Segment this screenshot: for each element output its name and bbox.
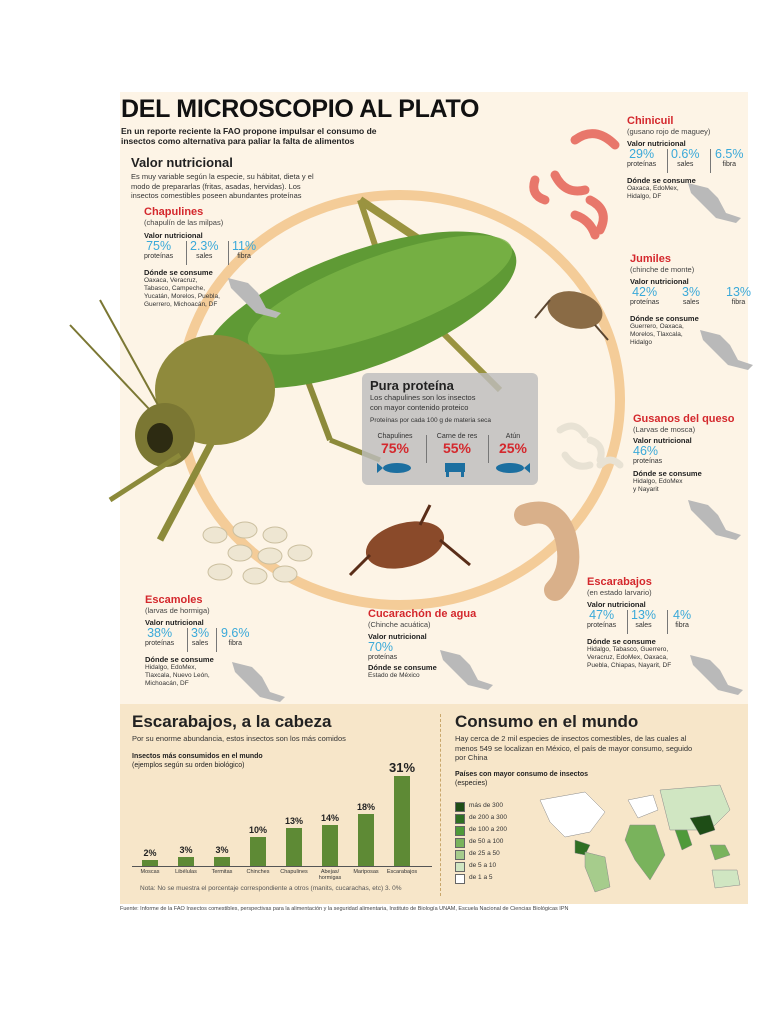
chinicuil-name: Chinicuil (627, 115, 674, 127)
pura-proteina-content (370, 378, 535, 425)
legend-label-1: de 200 a 300 (469, 814, 507, 821)
chapulines-valor-label: Valor nutricional (144, 231, 203, 240)
legend-swatch-6 (455, 874, 465, 884)
bar-4 (286, 828, 302, 866)
chinicuil-where-1: Oaxaca, EdoMex, (627, 185, 679, 192)
legend-swatch-4 (455, 850, 465, 860)
jumiles-donde-label: Dónde se consume (630, 314, 699, 323)
chapulines-fibra-label: fibra (237, 253, 251, 260)
page-subtitle (121, 126, 377, 146)
gusanos-stats (633, 445, 753, 465)
vn-line-3: insectos comestibles poseen abundantes proteínas (131, 191, 302, 200)
chinicuil-proteinas-value: 29% (629, 147, 655, 161)
cucarachon-proteinas-label: proteínas (368, 654, 398, 661)
chapulines-block (144, 206, 304, 309)
bar-category-label-1: Libélulas (175, 869, 197, 875)
chinicuil-valor-label: Valor nutricional (627, 139, 686, 148)
escamoles-sales-label: sales (191, 640, 209, 647)
jumiles-fibra-value: 13% (726, 285, 752, 299)
gusanos-block (633, 413, 753, 494)
chapulines-where-4: Guerrero, Michoacán, DF (144, 301, 218, 308)
cucarachon-valor-label: Valor nutricional (368, 632, 427, 641)
bar-chart (132, 760, 432, 880)
chinicuil-fibra-value: 6.5% (715, 147, 744, 161)
chapulines-stats (144, 240, 304, 266)
escamoles-block (145, 594, 295, 688)
legend-label-2: de 100 a 200 (469, 826, 507, 833)
bar-value-label-4: 13% (284, 816, 303, 827)
page-title: DEL MICROSCOPIO AL PLATO (121, 95, 480, 123)
escarabajos-valor-label: Valor nutricional (587, 600, 646, 609)
pp-chapulines-value: 75% (380, 440, 410, 456)
bar-category-label-2: Termitas (211, 869, 233, 875)
chinicuil-sales-label: sales (677, 161, 694, 168)
cucarachon-where-1: Estado de México (368, 672, 420, 679)
consumo-text (455, 734, 692, 763)
bar-6 (358, 814, 374, 866)
bar-value-label-3: 10% (248, 824, 267, 835)
gusanos-where (633, 478, 753, 494)
escarabajos-where-2: Veracruz, EdoMex, Oaxaca, (587, 654, 668, 661)
gusanos-where-2: y Nayarit (633, 486, 659, 493)
valor-nutricional-text (131, 172, 314, 201)
legend-label-3: de 50 a 100 (469, 838, 504, 845)
escamoles-donde-label: Dónde se consume (145, 655, 214, 664)
escamoles-where (145, 664, 295, 688)
chinicuil-donde-label: Dónde se consume (627, 176, 696, 185)
legend-label-0: más de 300 (469, 802, 503, 809)
gusanos-donde-label: Dónde se consume (633, 469, 702, 478)
escamoles-sales-value: 3% (191, 626, 210, 640)
legend-swatch-5 (455, 862, 465, 872)
chapulines-where-1: Oaxaca, Veracruz, (144, 277, 198, 284)
chapulines-sales-label: sales (196, 253, 213, 260)
escamoles-where-3: Michoacán, DF (145, 680, 189, 687)
escamoles-name: Escamoles (145, 594, 203, 606)
chapulines-sales-value: 2.3% (190, 239, 219, 253)
consumo-line-1: Hay cerca de 2 mil especies de insectos comestibles, de las cuales al (455, 734, 687, 743)
legend-title (455, 770, 588, 788)
consumo-line-3: por China (455, 753, 488, 762)
pp-atun-label: Atún (505, 433, 521, 440)
gusanos-proteinas-value: 46% (633, 444, 659, 458)
bar-category-label-3: Chinches (246, 869, 270, 875)
legend-label-5: de 5 a 10 (469, 862, 497, 869)
subtitle-line-2: insectos como alternativa para paliar la falta de alimentos (121, 136, 355, 146)
escarabajos-block (587, 576, 747, 670)
jumiles-proteinas-value: 42% (632, 285, 658, 299)
chinicuil-illustration (534, 134, 615, 235)
escarabajos-proteinas-label: proteínas (587, 622, 617, 629)
chapulines-proteinas-value: 75% (146, 239, 172, 253)
map-legend (455, 802, 525, 892)
jumiles-stats (630, 286, 760, 312)
bar-1 (178, 857, 194, 866)
consumo-heading: Consumo en el mundo (455, 712, 639, 731)
escamoles-where-1: Hidalgo, EdoMex, (145, 664, 197, 671)
jumiles-where-1: Guerrero, Oaxaca, (630, 323, 684, 330)
escarabajos-cabeza-intro: Por su enorme abundancia, estos insectos son los más comidos (132, 734, 346, 743)
pura-proteina-text (370, 393, 535, 412)
pp-res-label: Carne de res (436, 433, 478, 440)
pp-atun-value: 25% (498, 440, 528, 456)
jumiles-valor-label: Valor nutricional (630, 277, 689, 286)
escamoles-fibra-value: 9.6% (221, 626, 250, 640)
bar-value-label-7: 31% (388, 760, 416, 775)
chinicuil-common: (gusano rojo de maguey) (627, 127, 711, 136)
gusanos-valor-label: Valor nutricional (633, 436, 692, 445)
escarabajos-where-3: Puebla, Chiapas, Nayarit, DF (587, 662, 672, 669)
jumiles-sales-label: sales (682, 299, 700, 306)
chinicuil-sales-value: 0.6% (671, 147, 700, 161)
escarabajos-fibra-value: 4% (673, 608, 692, 622)
bar-3 (250, 837, 266, 866)
water-bug-illustration (350, 505, 470, 577)
mexico-map-gusanos (688, 500, 741, 540)
escamoles-proteinas-value: 38% (147, 626, 173, 640)
cucarachon-proteinas-value: 70% (368, 640, 394, 654)
cucarachon-name: Cucarachón de agua (368, 608, 477, 620)
bar-value-label-0: 2% (143, 848, 157, 859)
bar-2 (214, 857, 230, 866)
chinicuil-fibra-label: fibra (722, 161, 737, 168)
pp-chapulines-label: Chapulines (377, 433, 413, 440)
escarabajos-common: (en estado larvario) (587, 588, 652, 597)
jumiles-proteinas-label: proteínas (630, 299, 660, 306)
legend-label-6: de 1 a 5 (469, 874, 493, 881)
escamoles-common: (larvas de hormiga) (145, 606, 210, 615)
pura-proteina-heading: Pura proteína (370, 378, 454, 393)
bar-category-label-0: Moscas (140, 869, 160, 875)
jumil-illustration (535, 285, 608, 340)
gusanos-common: (Larvas de mosca) (633, 425, 696, 434)
gusanos-where-1: Hidalgo, EdoMex (633, 478, 683, 485)
chinicuil-stats (627, 148, 752, 174)
chapulines-where (144, 277, 304, 309)
cucarachon-donde-label: Dónde se consume (368, 663, 437, 672)
pp-line-2: con mayor contenido proteico (370, 402, 469, 412)
gusanos-name: Gusanos del queso (633, 413, 735, 425)
jumiles-fibra-label: fibra (731, 299, 746, 306)
jumiles-common: (chinche de monte) (630, 265, 695, 274)
escamoles-fibra-label: fibra (228, 640, 243, 647)
escamoles-stats (145, 627, 295, 653)
escarabajos-name: Escarabajos (587, 576, 652, 588)
chapulines-where-2: Tabasco, Campeche, (144, 285, 206, 292)
source-footer: Fuente: Informe de la FAO Insectos comestibles, perspectivas para la alimentación y la seguridad alimentaria, Instituto de Biología UNAM, Escuela Nacional de Ciencias Biológicas IPN (120, 906, 569, 912)
vn-line-1: Es muy variable según la especie, su hábitat, dieta y el (131, 172, 314, 181)
escarabajos-fibra-label: fibra (675, 622, 689, 629)
chinicuil-where (627, 185, 752, 201)
chinicuil-block (627, 115, 752, 201)
legend-swatch-2 (455, 826, 465, 836)
escarabajos-where (587, 646, 747, 670)
legend-label-4: de 25 a 50 (469, 850, 500, 857)
bar-7 (394, 776, 410, 866)
escarabajos-where-1: Hidalgo, Tabasco, Guerrero, (587, 646, 669, 653)
escarabajos-cabeza-heading: Escarabajos, a la cabeza (132, 712, 332, 731)
bar-category-label-5: Abejas/ hormigas (318, 869, 342, 881)
bar-value-label-1: 3% (179, 845, 193, 856)
chinicuil-where-2: Hidalgo, DF (627, 193, 662, 200)
legend-title-line-2: (especies) (455, 780, 488, 787)
chapulines-name: Chapulines (144, 206, 204, 218)
escamoles-valor-label: Valor nutricional (145, 618, 204, 627)
jumiles-where (630, 323, 760, 347)
chart-baseline (132, 866, 432, 867)
jumiles-name: Jumiles (630, 253, 671, 265)
cucarachon-block (368, 608, 508, 680)
escarabajos-proteinas-value: 47% (589, 608, 615, 622)
bar-value-label-5: 14% (320, 813, 339, 824)
chapulines-fibra-value: 11% (232, 239, 257, 253)
legend-swatch-1 (455, 814, 465, 824)
bar-category-label-7: Escarabajos (386, 869, 418, 875)
pura-proteina-note: Proteínas por cada 100 g de materia seca (370, 417, 492, 424)
bar-value-label-6: 18% (356, 801, 375, 812)
vn-line-2: modo de prepararlas (fritas, asadas, hervidas). Los (131, 181, 301, 191)
chart-title-line-1: Insectos más consumidos en el mundo (132, 753, 263, 760)
subtitle-line-1: En un reporte reciente la FAO propone impulsar el consumo de (121, 126, 377, 136)
chart-title-line-2: (ejemplos según su orden biológico) (132, 762, 245, 769)
bar-category-label-4: Chapulines (280, 869, 308, 875)
jumiles-block (630, 253, 760, 347)
bar-category-label-6: Mariposas (353, 869, 379, 875)
legend-swatch-0 (455, 802, 465, 812)
jumiles-sales-value: 3% (682, 285, 701, 299)
jumiles-where-3: Hidalgo (630, 339, 653, 346)
bar-value-label-2: 3% (215, 845, 229, 856)
pp-res-value: 55% (442, 440, 472, 456)
cucarachon-stats (368, 641, 508, 661)
consumo-line-2: menos 549 se localizan en México, el país de mayor consumo, seguido (455, 743, 693, 753)
legend-title-line-1: Países con mayor consumo de insectos (455, 771, 589, 778)
pp-line-1: Los chapulines son los insectos (370, 393, 476, 402)
escarabajos-sales-label: sales (635, 622, 652, 629)
chapulines-common: (chapulín de las milpas) (144, 218, 224, 227)
escamoles-where-2: Tlaxcala, Nuevo León, (145, 672, 210, 679)
chapulines-donde-label: Dónde se consume (144, 268, 213, 277)
escamoles-proteinas-label: proteínas (145, 640, 175, 647)
chapulines-where-3: Yucatán, Morelos, Puebla, (144, 293, 220, 300)
gusanos-proteinas-label: proteínas (633, 458, 663, 465)
escarabajos-donde-label: Dónde se consume (587, 637, 656, 646)
jumiles-where-2: Morelos, Tlaxcala, (630, 331, 683, 338)
cucarachon-common: (Chinche acuática) (368, 620, 431, 629)
bar-5 (322, 825, 338, 866)
chart-note: Nota: No se muestra el porcentaje correspondiente a otros (manits, cucarachas, etc) 3. 0% (140, 885, 402, 892)
chapulines-proteinas-label: proteínas (144, 253, 174, 260)
escarabajos-sales-value: 13% (631, 608, 657, 622)
chinicuil-proteinas-label: proteínas (627, 161, 657, 168)
valor-nutricional-heading: Valor nutricional (131, 155, 233, 170)
escarabajos-stats (587, 609, 747, 635)
legend-swatch-3 (455, 838, 465, 848)
